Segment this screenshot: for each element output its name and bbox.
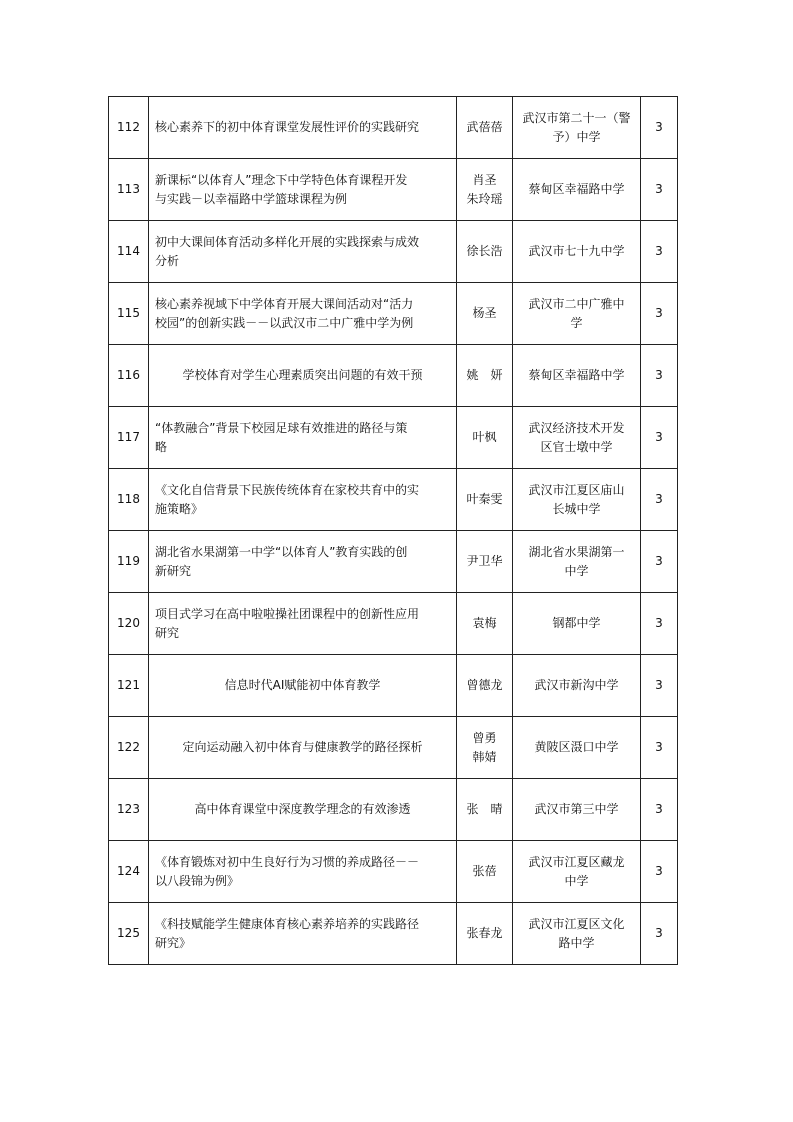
school-name-line: 武汉市江夏区藏龙 bbox=[528, 854, 625, 869]
school-cell bbox=[513, 655, 641, 717]
school-name-line: 予）中学 bbox=[552, 129, 601, 144]
row-number: 115 bbox=[109, 283, 149, 345]
author-cell bbox=[457, 345, 513, 407]
paper-title-line: 《体育锻炼对初中生良好行为习惯的养成路径－－ bbox=[155, 854, 420, 869]
award-level: 3 bbox=[641, 221, 678, 283]
paper-title-cell bbox=[149, 469, 457, 531]
author-name: 杨圣 bbox=[472, 306, 497, 320]
paper-title-line: 核心素养视域下中学体育开展大课间活动对“活力 bbox=[155, 296, 414, 311]
paper-title-line: 新课标“以体育人”理念下中学特色体育课程开发 bbox=[155, 172, 408, 187]
author-name: 朱玲瑶 bbox=[466, 191, 503, 206]
author-name: 叶秦雯 bbox=[466, 492, 503, 506]
award-level: 3 bbox=[641, 593, 678, 655]
school-cell bbox=[513, 903, 641, 965]
paper-title-cell bbox=[149, 221, 457, 283]
row-number: 122 bbox=[109, 717, 149, 779]
paper-title-cell bbox=[149, 407, 457, 469]
row-number: 112 bbox=[109, 97, 149, 159]
paper-title-line: 核心素养下的初中体育课堂发展性评价的实践研究 bbox=[155, 120, 420, 134]
paper-title-cell bbox=[149, 593, 457, 655]
author-name: 张春龙 bbox=[466, 926, 503, 940]
row-number: 124 bbox=[109, 841, 149, 903]
table-row bbox=[109, 221, 678, 283]
paper-title-cell bbox=[149, 903, 457, 965]
school-name-line: 学 bbox=[570, 315, 583, 330]
school-cell bbox=[513, 531, 641, 593]
author-cell bbox=[457, 717, 513, 779]
author-name: 姚 妍 bbox=[466, 368, 503, 382]
award-level: 3 bbox=[641, 655, 678, 717]
paper-title-line: “体教融合”背景下校园足球有效推进的路径与策 bbox=[155, 420, 408, 435]
row-number: 120 bbox=[109, 593, 149, 655]
paper-title-line: 初中大课间体育活动多样化开展的实践探索与成效 bbox=[155, 234, 420, 249]
school-name-line: 钢都中学 bbox=[552, 616, 601, 630]
row-number: 116 bbox=[109, 345, 149, 407]
row-number: 117 bbox=[109, 407, 149, 469]
paper-title-line: 校园”的创新实践－－以武汉市二中广雅中学为例 bbox=[155, 315, 414, 330]
author-cell bbox=[457, 283, 513, 345]
school-name-line: 中学 bbox=[564, 873, 589, 888]
table-row bbox=[109, 655, 678, 717]
table-row bbox=[109, 903, 678, 965]
table-row bbox=[109, 841, 678, 903]
paper-title-cell bbox=[149, 531, 457, 593]
table-row bbox=[109, 345, 678, 407]
table-row bbox=[109, 593, 678, 655]
paper-title-line: 分析 bbox=[155, 253, 180, 268]
school-cell bbox=[513, 779, 641, 841]
table-row bbox=[109, 159, 678, 221]
school-cell bbox=[513, 469, 641, 531]
row-number: 121 bbox=[109, 655, 149, 717]
school-name-line: 武汉市第三中学 bbox=[534, 802, 619, 816]
award-level: 3 bbox=[641, 779, 678, 841]
author-cell bbox=[457, 407, 513, 469]
author-name: 武蓓蓓 bbox=[466, 120, 503, 134]
paper-title-cell bbox=[149, 779, 457, 841]
author-cell bbox=[457, 97, 513, 159]
author-name: 张蓓 bbox=[472, 864, 497, 878]
school-name-line: 蔡甸区幸福路中学 bbox=[528, 368, 625, 382]
author-name: 徐长浩 bbox=[466, 244, 503, 258]
table-row bbox=[109, 283, 678, 345]
school-name-line: 武汉市二中广雅中 bbox=[528, 296, 625, 311]
author-cell bbox=[457, 779, 513, 841]
table-row bbox=[109, 469, 678, 531]
paper-title-line: 高中体育课堂中深度教学理念的有效渗透 bbox=[194, 802, 411, 816]
author-name: 韩婧 bbox=[472, 749, 497, 764]
row-number: 119 bbox=[109, 531, 149, 593]
school-cell bbox=[513, 717, 641, 779]
paper-title-line: 定向运动融入初中体育与健康教学的路径探析 bbox=[182, 740, 423, 754]
school-cell bbox=[513, 841, 641, 903]
table-row bbox=[109, 407, 678, 469]
school-name-line: 长城中学 bbox=[552, 501, 601, 516]
award-level: 3 bbox=[641, 283, 678, 345]
award-level: 3 bbox=[641, 159, 678, 221]
paper-title-cell bbox=[149, 717, 457, 779]
school-cell bbox=[513, 407, 641, 469]
paper-title-line: 信息时代AI赋能初中体育教学 bbox=[224, 678, 381, 692]
school-cell bbox=[513, 97, 641, 159]
school-name-line: 武汉经济技术开发 bbox=[528, 420, 625, 435]
author-name: 肖圣 bbox=[472, 172, 497, 187]
row-number: 114 bbox=[109, 221, 149, 283]
school-name-line: 区官士墩中学 bbox=[540, 439, 613, 454]
paper-title-cell bbox=[149, 159, 457, 221]
author-cell bbox=[457, 221, 513, 283]
school-name-line: 武汉市江夏区文化 bbox=[528, 916, 625, 931]
school-name-line: 中学 bbox=[564, 563, 589, 578]
paper-title-line: 学校体育对学生心理素质突出问题的有效干预 bbox=[182, 368, 423, 382]
paper-title-line: 《科技赋能学生健康体育核心素养培养的实践路径 bbox=[155, 916, 420, 931]
author-cell bbox=[457, 903, 513, 965]
award-level: 3 bbox=[641, 469, 678, 531]
school-cell bbox=[513, 221, 641, 283]
paper-title-cell bbox=[149, 841, 457, 903]
paper-title-cell bbox=[149, 97, 457, 159]
award-level: 3 bbox=[641, 903, 678, 965]
paper-title-cell bbox=[149, 283, 457, 345]
school-name-line: 蔡甸区幸福路中学 bbox=[528, 182, 625, 196]
author-cell bbox=[457, 531, 513, 593]
row-number: 125 bbox=[109, 903, 149, 965]
author-name: 张 晴 bbox=[466, 802, 503, 816]
author-name: 袁梅 bbox=[472, 616, 497, 630]
school-cell bbox=[513, 283, 641, 345]
award-level: 3 bbox=[641, 531, 678, 593]
author-name: 曾德龙 bbox=[466, 678, 503, 692]
paper-title-line: 施策略》 bbox=[155, 501, 204, 516]
award-level: 3 bbox=[641, 345, 678, 407]
table-row bbox=[109, 97, 678, 159]
author-name: 曾勇 bbox=[472, 730, 497, 745]
paper-title-cell bbox=[149, 655, 457, 717]
school-name-line: 武汉市江夏区庙山 bbox=[528, 482, 625, 497]
award-level: 3 bbox=[641, 97, 678, 159]
row-number: 123 bbox=[109, 779, 149, 841]
award-level: 3 bbox=[641, 841, 678, 903]
paper-title-line: 研究 bbox=[155, 625, 180, 640]
paper-title-cell bbox=[149, 345, 457, 407]
row-number: 113 bbox=[109, 159, 149, 221]
paper-title-line: 《文化自信背景下民族传统体育在家校共育中的实 bbox=[155, 482, 420, 497]
paper-title-line: 新研究 bbox=[155, 563, 192, 578]
school-cell bbox=[513, 159, 641, 221]
author-cell bbox=[457, 159, 513, 221]
school-name-line: 武汉市七十九中学 bbox=[528, 244, 625, 258]
author-cell bbox=[457, 841, 513, 903]
author-name: 叶枫 bbox=[472, 430, 497, 444]
table-row bbox=[109, 717, 678, 779]
results-table bbox=[108, 96, 678, 965]
paper-title-line: 与实践－以幸福路中学篮球课程为例 bbox=[155, 191, 348, 206]
school-name-line: 路中学 bbox=[558, 935, 595, 950]
school-cell bbox=[513, 345, 641, 407]
paper-title-line: 以八段锦为例》 bbox=[155, 873, 240, 888]
author-name: 尹卫华 bbox=[466, 554, 503, 568]
paper-title-line: 湖北省水果湖第一中学“以体育人”教育实践的创 bbox=[155, 544, 408, 559]
paper-title-line: 项目式学习在高中啦啦操社团课程中的创新性应用 bbox=[155, 606, 420, 621]
results-table-body bbox=[109, 97, 678, 965]
award-level: 3 bbox=[641, 407, 678, 469]
author-cell bbox=[457, 655, 513, 717]
author-cell bbox=[457, 593, 513, 655]
table-row bbox=[109, 779, 678, 841]
award-level: 3 bbox=[641, 717, 678, 779]
school-name-line: 湖北省水果湖第一 bbox=[528, 544, 625, 559]
paper-title-line: 略 bbox=[155, 439, 168, 454]
table-row bbox=[109, 531, 678, 593]
paper-title-line: 研究》 bbox=[155, 935, 192, 950]
school-name-line: 武汉市第二十一（警 bbox=[522, 110, 631, 125]
school-name-line: 黄陂区滠口中学 bbox=[534, 740, 619, 754]
row-number: 118 bbox=[109, 469, 149, 531]
school-cell bbox=[513, 593, 641, 655]
school-name-line: 武汉市新沟中学 bbox=[534, 678, 619, 692]
author-cell bbox=[457, 469, 513, 531]
